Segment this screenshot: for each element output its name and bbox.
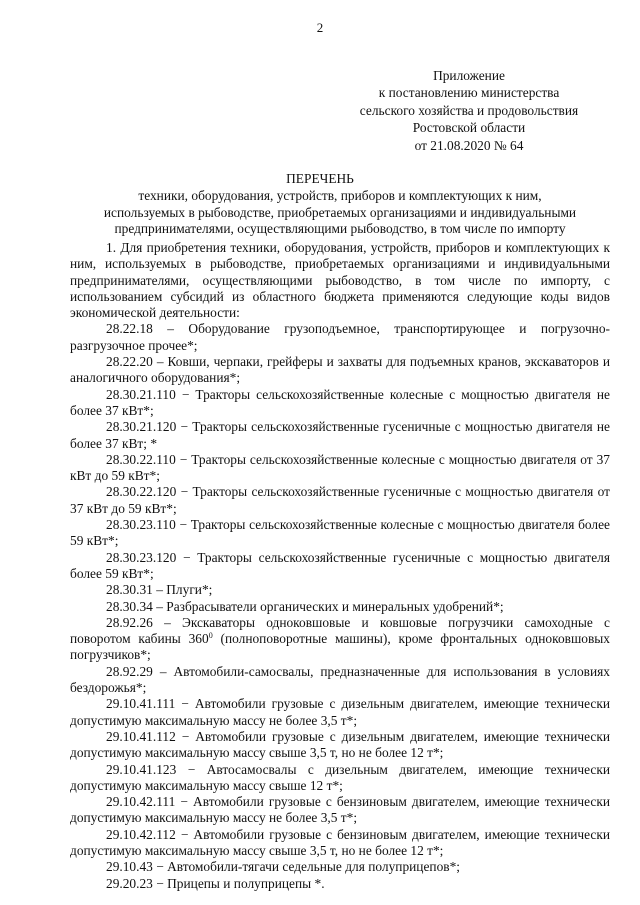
list-item bbox=[70, 354, 610, 387]
item-text: – Плуги*; bbox=[152, 582, 213, 598]
intro-paragraph: 1. Для приобретения техники, оборудования, устройств, приборов и комплектующих к ним, используемых в рыбоводстве, приобретаемых организациями и индивидуальными предпринимателями, осуществляющими рыбоводство, в том числе по импорту, с использованием субсидий из областного бюджета применяются следующие коды видов экономической деятельности: bbox=[70, 240, 610, 321]
item-code: 29.10.41.111 bbox=[106, 696, 176, 712]
document-body bbox=[70, 240, 610, 892]
list-item bbox=[70, 582, 610, 598]
list-item bbox=[70, 387, 610, 420]
appendix-header bbox=[344, 67, 594, 154]
item-code: 28.22.18 bbox=[106, 321, 153, 337]
item-text: – Оборудование грузоподъемное, транспортирующее и погрузочно-разгрузочное прочее*; bbox=[70, 321, 610, 353]
degree-superscript: 0 bbox=[208, 631, 213, 641]
item-text: − Автомобили грузовые с дизельным двигателем, имеющие технически допустимую максимальную массу свыше 3,5 т, но не более 12 т*; bbox=[70, 728, 610, 761]
list-item bbox=[70, 762, 610, 795]
item-code: 29.10.41.123 bbox=[106, 761, 177, 777]
appendix-line: от 21.08.2020 № 64 bbox=[414, 137, 524, 153]
list-item bbox=[70, 664, 610, 697]
item-text: – Ковши, черпаки, грейферы и захваты для подъемных кранов, экскаваторов и аналогичного оборудования*; bbox=[70, 354, 610, 386]
list-item bbox=[70, 794, 610, 827]
item-code: 28.92.29 bbox=[106, 663, 153, 679]
item-text: – Разбрасыватели органических и минеральных удобрений*; bbox=[152, 598, 504, 614]
item-code: 29.10.41.112 bbox=[106, 728, 176, 744]
subtitle-line: техники, оборудования, устройств, приборов и комплектующих к ним, bbox=[138, 188, 542, 203]
item-text: − Автомобили грузовые с бензиновым двигателем, имеющие технически допустимую максимальную массу не более 3,5 т*; bbox=[70, 794, 610, 826]
item-text: – Автомобили-самосвалы, предназначенные для использования в условиях бездорожья*; bbox=[70, 663, 610, 696]
list-item bbox=[70, 859, 610, 875]
appendix-line: к постановлению министерства bbox=[378, 85, 560, 101]
list-item bbox=[70, 419, 610, 452]
item-code: 29.10.42.111 bbox=[106, 794, 176, 810]
item-code: 28.22.20 bbox=[106, 354, 153, 370]
list-item bbox=[70, 615, 610, 664]
list-item bbox=[70, 729, 610, 762]
list-item bbox=[70, 696, 610, 729]
item-text: − Тракторы сельскохозяйственные гусеничные с мощностью двигателя от 37 кВт до 59 кВт*; bbox=[70, 484, 610, 516]
item-text: − Прицепы и полуприцепы *. bbox=[152, 875, 325, 891]
item-code: 28.30.21.120 bbox=[106, 419, 177, 435]
subtitle-line: предпринимателями, осуществляющими рыбоводство, в том числе по импорту bbox=[114, 221, 566, 236]
item-text: − Автомобили грузовые с бензиновым двигателем, имеющие технически допустимую максимальную массу свыше 3,5 т, но не более 12 т*; bbox=[70, 826, 610, 858]
item-code: 28.30.23.110 bbox=[106, 517, 176, 533]
item-code: 28.30.21.110 bbox=[106, 386, 176, 402]
appendix-line: Приложение bbox=[433, 68, 505, 83]
list-item bbox=[70, 452, 610, 485]
item-code: 28.30.23.120 bbox=[106, 549, 177, 565]
item-text: − Тракторы сельскохозяйственные колесные с мощностью двигателя не более 37 кВт*; bbox=[70, 386, 610, 418]
appendix-line: сельского хозяйства и продовольствия bbox=[359, 102, 579, 118]
item-text: − Автомобили грузовые с дизельным двигателем, имеющие технически допустимую максимальную массу не более 3,5 т*; bbox=[70, 696, 610, 728]
list-item bbox=[70, 321, 610, 354]
document-subtitle bbox=[60, 188, 620, 238]
list-item bbox=[70, 550, 610, 583]
list-item bbox=[70, 599, 610, 615]
item-code: 28.92.26 bbox=[106, 614, 153, 630]
list-item bbox=[70, 484, 610, 517]
item-text: − Тракторы сельскохозяйственные колесные с мощностью двигателя более 59 кВт*; bbox=[70, 517, 610, 549]
item-code: 28.30.22.110 bbox=[106, 451, 176, 467]
item-code: 29.10.42.112 bbox=[106, 826, 176, 842]
document-title: ПЕРЕЧЕНЬ bbox=[286, 171, 354, 186]
item-text: – Экскаваторы одноковшовые и ковшовые погрузчики самоходные с поворотом кабины 360 bbox=[70, 614, 610, 647]
appendix-line: Ростовской области bbox=[412, 120, 526, 136]
item-code: 29.10.43 bbox=[106, 859, 153, 875]
item-code: 28.30.22.120 bbox=[106, 484, 177, 500]
item-text: − Тракторы сельскохозяйственные гусеничные с мощностью двигателя более 59 кВт*; bbox=[70, 549, 610, 581]
item-code: 28.30.34 bbox=[106, 598, 153, 614]
subtitle-line: используемых в рыбоводстве, приобретаемых организациями и индивидуальными bbox=[103, 204, 577, 220]
item-text: − Автомобили-тягачи седельные для полуприцепов*; bbox=[152, 859, 461, 875]
item-code: 28.30.31 bbox=[106, 582, 153, 598]
item-text: − Тракторы сельскохозяйственные гусеничные с мощностью двигателя не более 37 кВт; * bbox=[70, 419, 610, 451]
list-item bbox=[70, 876, 610, 892]
item-text: (полноповоротные машины), кроме фронтальных одноковшовых погрузчиков*; bbox=[70, 631, 610, 663]
list-item bbox=[70, 517, 610, 550]
item-text: − Тракторы сельскохозяйственные колесные с мощностью двигателя от 37 кВт до 59 кВт*; bbox=[70, 451, 610, 484]
list-item bbox=[70, 827, 610, 860]
page-number: 2 bbox=[316, 20, 324, 35]
item-text: − Автосамосвалы с дизельным двигателем, имеющие технически допустимую максимальную массу свыше 12 т*; bbox=[70, 761, 610, 793]
item-code: 29.20.23 bbox=[106, 875, 153, 891]
